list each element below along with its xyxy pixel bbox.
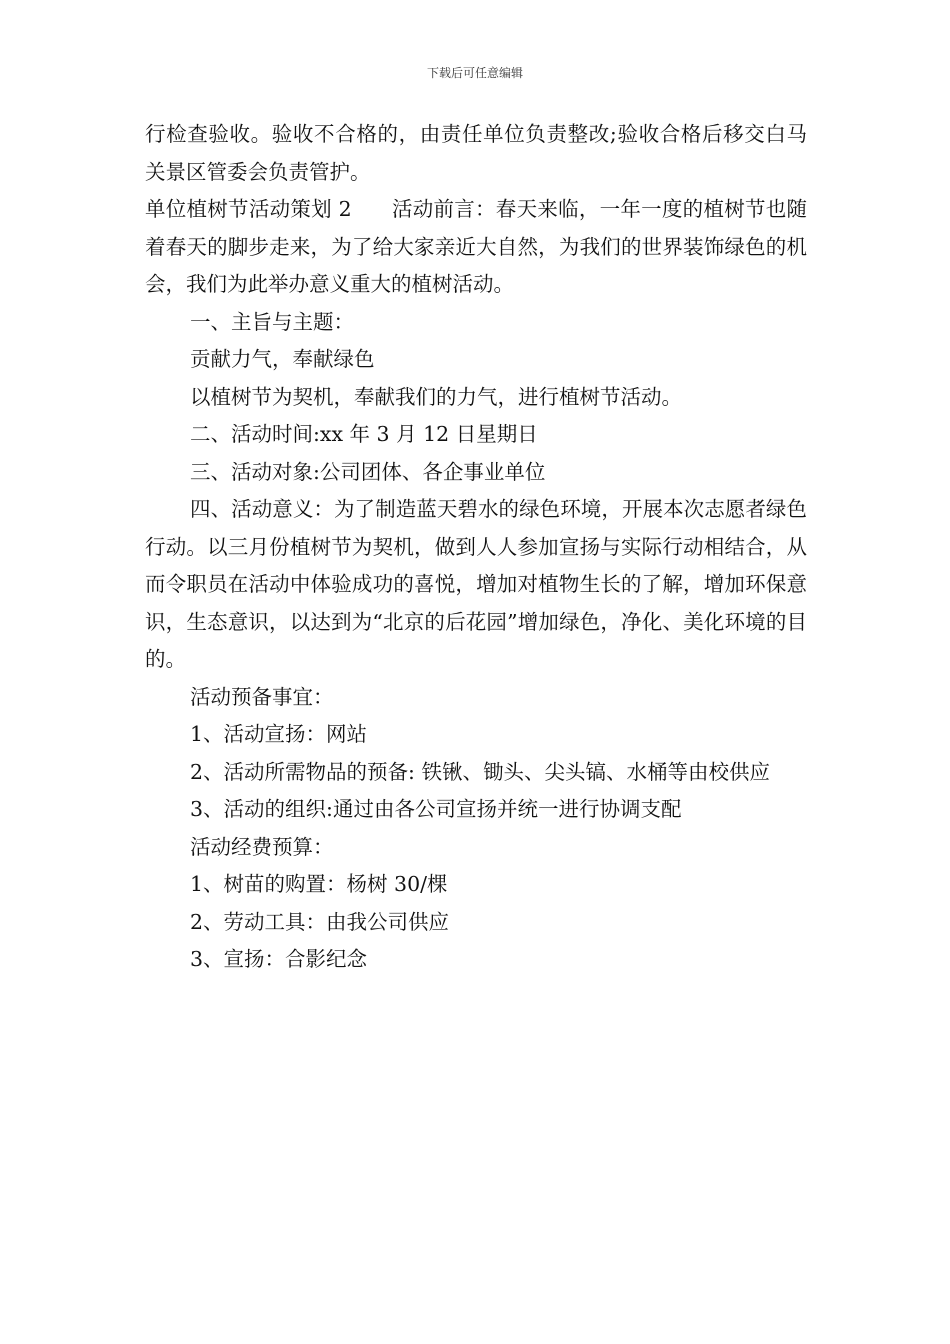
activity-time: 二、活动时间:xx 年 3 月 12 日星期日 — [190, 422, 538, 446]
foreword-text: 活动前言：春天来临，一年一度的植树节也随着春天的脚步走来，为了给大家亲近大自然，为我们的世界装饰绿色的机会，我们为此举办意义重大的植树活动。 — [145, 197, 808, 296]
list-item: 1、活动宣扬：网站 — [190, 722, 368, 746]
theme-description: 以植树节为契机，奉献我们的力气，进行植树节活动。 — [190, 384, 682, 409]
activity-significance: 四、活动意义：为了制造蓝天碧水的绿色环境，开展本次志愿者绿色行动。以三月份植树节为契机，做到人人参加宣扬与实际行动相结合，从而令职员在活动中体验成功的喜悦，增加对植物生长的了解，增加环保意识，生态意识，以达到为“北京的后花园”增加绿色，净化、美化环境的目的。 — [145, 497, 807, 671]
heading-preparation: 活动预备事宜： — [190, 684, 334, 709]
heading-budget: 活动经费预算： — [190, 834, 334, 859]
theme-line: 贡献力气，奉献绿色 — [190, 347, 375, 371]
page-header: 下载后可任意编辑 — [426, 66, 523, 80]
section-title: 单位植树节活动策划 2 — [145, 197, 352, 221]
list-item: 2、劳动工具：由我公司供应 — [190, 909, 450, 934]
list-item: 2、活动所需物品的预备: 铁锹、锄头、尖头镐、水桶等由校供应 — [190, 759, 770, 784]
list-item: 3、活动的组织:通过由各公司宣扬并统一进行协调支配 — [190, 797, 682, 821]
paragraph-2 — [145, 191, 807, 304]
list-item: 3、宣扬：合影纪念 — [190, 947, 368, 971]
activity-target: 三、活动对象:公司团体、各企事业单位 — [190, 459, 546, 484]
paragraph-1: 行检查验收。验收不合格的，由责任单位负责整改;验收合格后移交白马关景区管委会负责管护。 — [145, 122, 807, 184]
list-item: 1、树苗的购置：杨树 30/棵 — [190, 872, 448, 896]
document-body — [145, 116, 807, 979]
heading-purpose: 一、主旨与主题： — [190, 309, 354, 334]
